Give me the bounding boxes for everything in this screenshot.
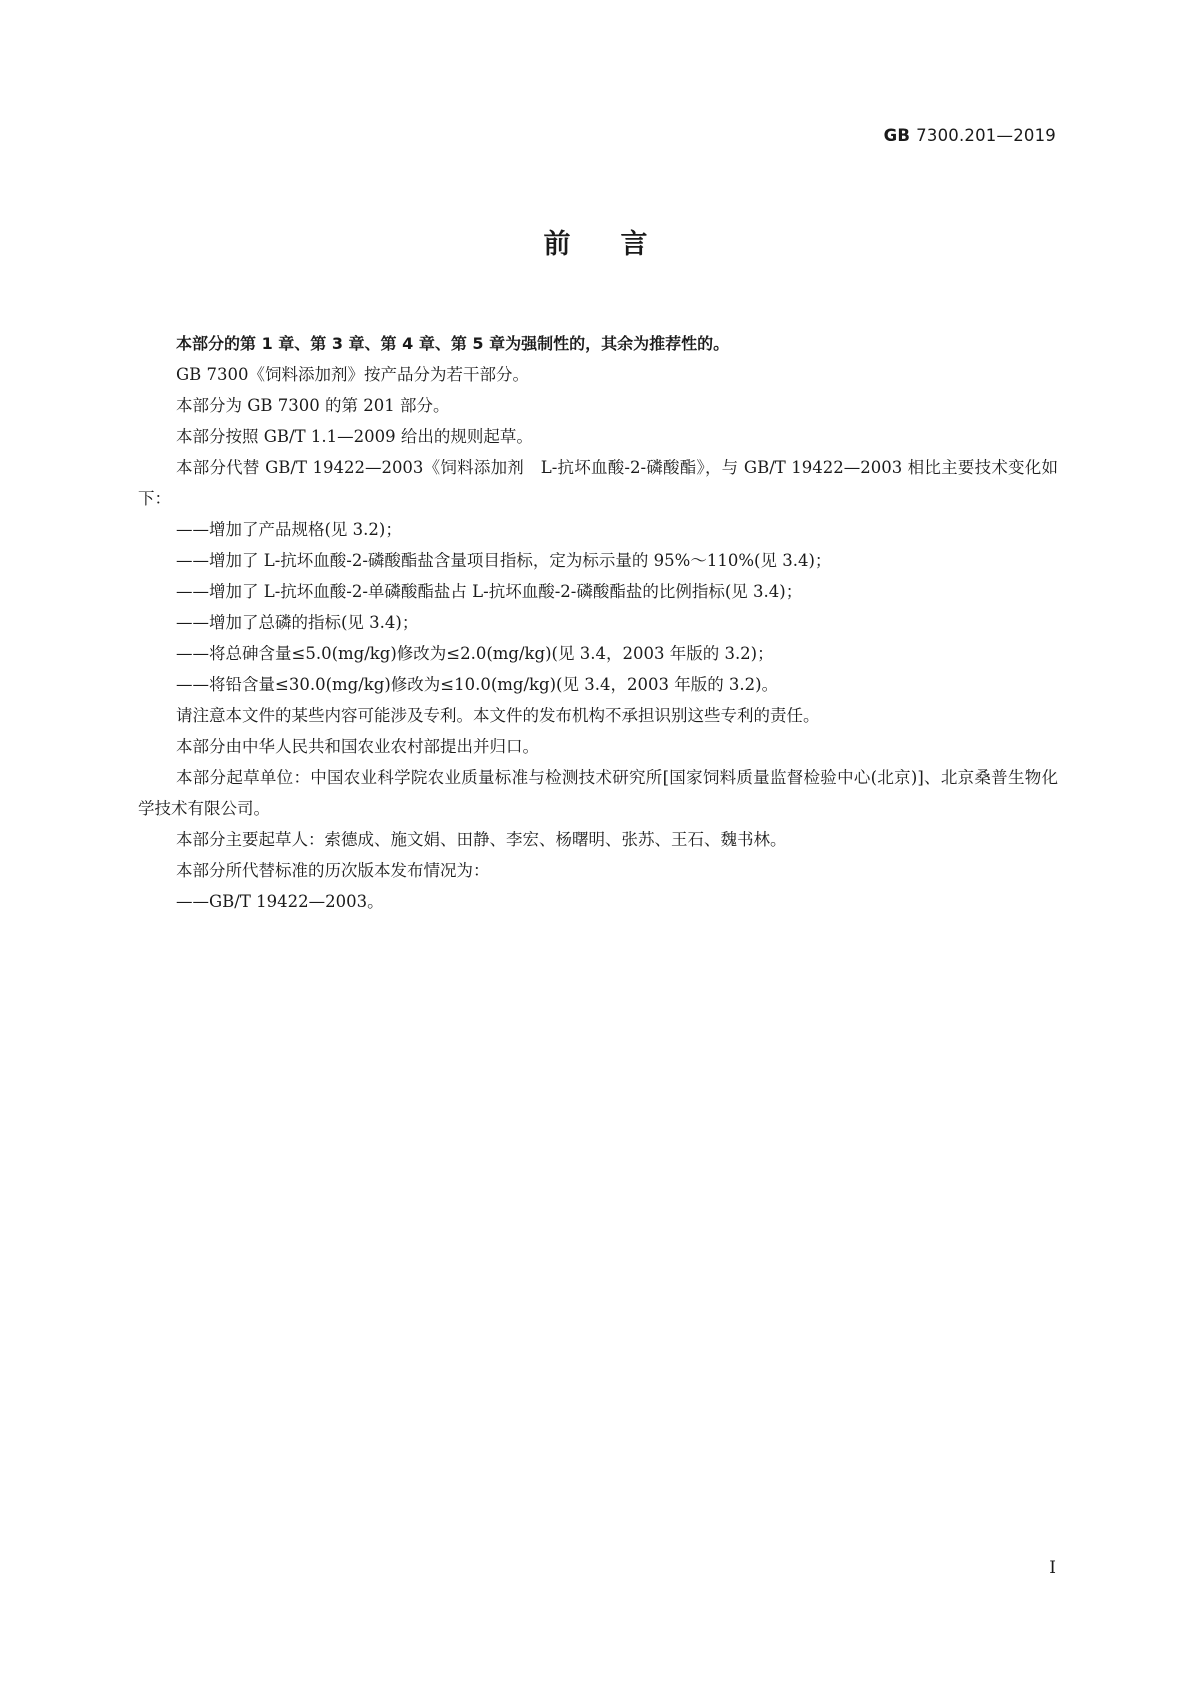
paragraph-series: GB 7300《饲料添加剂》按产品分为若干部分。 [176, 365, 530, 384]
paragraph-proposer: 本部分由中华人民共和国农业农村部提出并归口。 [176, 737, 539, 756]
previous-edition-item: ——GB/T 19422—2003。 [176, 892, 384, 911]
paragraph-patent-notice: 请注意本文件的某些内容可能涉及专利。本文件的发布机构不承担识别这些专利的责任。 [176, 706, 820, 725]
paragraph-previous-editions: 本部分所代替标准的历次版本发布情况为： [176, 861, 490, 880]
change-item: ——增加了总磷的指标(见 3.4)； [176, 613, 419, 632]
change-item: ——增加了 L-抗坏血酸-2-磷酸酯盐含量项目指标，定为标示量的 95%～110%(见 3.4)； [176, 551, 832, 570]
paragraph-drafters: 本部分主要起草人：索德成、施文娟、田静、李宏、杨曙明、张苏、王石、魏书林。 [176, 830, 787, 849]
change-item: ——增加了产品规格(见 3.2)； [176, 520, 402, 539]
paragraph-drafting-rules: 本部分按照 GB/T 1.1—2009 给出的规则起草。 [176, 427, 533, 446]
standard-number: 7300.201—2019 [916, 126, 1056, 145]
paragraph-replacement: 本部分代替 GB/T 19422—2003《饲料添加剂 L-抗坏血酸-2-磷酸酯》，与 GB/T 19422—2003 相比主要技术变化如下： [138, 458, 1058, 508]
page-number: I [1049, 1558, 1056, 1578]
foreword-body [138, 328, 1058, 917]
change-item: ——增加了 L-抗坏血酸-2-单磷酸酯盐占 L-抗坏血酸-2-磷酸酯盐的比例指标(见 3.4)； [176, 582, 803, 601]
paragraph-part-number: 本部分为 GB 7300 的第 201 部分。 [176, 396, 450, 415]
page-title: 前言 [543, 229, 698, 260]
mandatory-statement: 本部分的第 1 章、第 3 章、第 4 章、第 5 章为强制性的，其余为推荐性的。 [176, 334, 730, 353]
change-item: ——将铅含量≤30.0(mg/kg)修改为≤10.0(mg/kg)(见 3.4，2003 年版的 3.2)。 [176, 675, 779, 694]
paragraph-drafting-units: 本部分起草单位：中国农业科学院农业质量标准与检测技术研究所[国家饲料质量监督检验中心(北京)]、北京桑普生物化学技术有限公司。 [138, 768, 1058, 818]
standard-prefix: GB [883, 126, 911, 145]
document-code [884, 126, 1056, 145]
change-item: ——将总砷含量≤5.0(mg/kg)修改为≤2.0(mg/kg)(见 3.4，2003 年版的 3.2)； [176, 644, 774, 663]
